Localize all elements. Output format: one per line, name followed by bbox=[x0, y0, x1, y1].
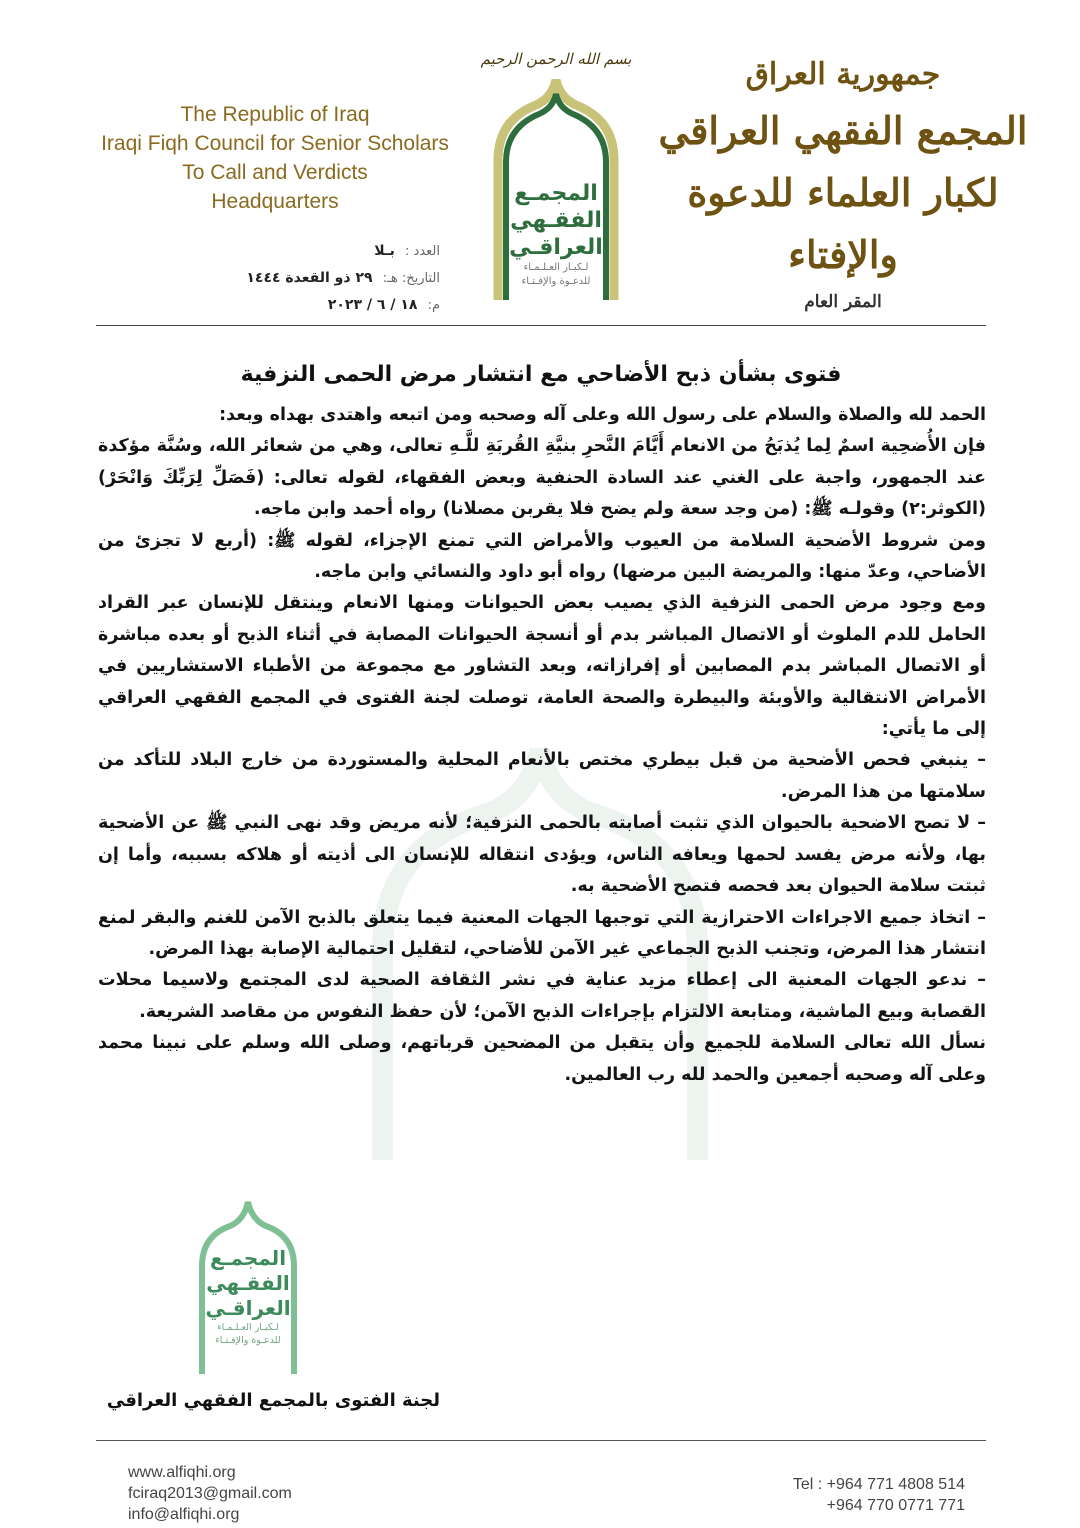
stamp-line-3: العراقـي bbox=[205, 1296, 291, 1320]
emblem-line-3: العراقـي bbox=[509, 235, 603, 260]
ref-greg-label: م: bbox=[427, 298, 440, 313]
list-item-inspection: – ينبغي فحص الأضحية من قبل بيطري مختص بالأنعام المحلية والمستوردة من خارج البلاد للتأكد من سلامتها من هذا المرض. bbox=[98, 750, 986, 802]
ref-number-row bbox=[170, 238, 440, 265]
footer-divider bbox=[96, 1440, 986, 1441]
emblem-line-1: المجمـع bbox=[514, 181, 598, 206]
emblem-line-4: لـكبـار العـلـمـاء bbox=[523, 262, 589, 273]
stamp-line-5: للدعـوة والإفـتـاء bbox=[215, 1335, 281, 1346]
header-divider bbox=[96, 325, 986, 326]
ref-greg-row bbox=[170, 292, 440, 319]
english-line-call: To Call and Verdicts bbox=[182, 161, 368, 184]
arabic-country: جمهورية العراق bbox=[745, 57, 941, 92]
footer-email-2[interactable]: info@alfiqhi.org bbox=[128, 1506, 240, 1523]
list-item-awareness: – ندعو الجهات المعنية الى إعطاء مزيد عناية في نشر الثقافة الصحية لدى المجتمع ولاسيما محلات القصابة وبيع الماشية، ومتابعة الالتزام بإجراءات الذبح الآمن؛ لأن حفظ النفوس من مقاصد الشريعة. bbox=[98, 970, 986, 1022]
arabic-council: المجمع الفقهي العراقي bbox=[658, 108, 1028, 153]
footer-website-link[interactable]: www.alfiqhi.org bbox=[128, 1464, 236, 1481]
emblem-line-5: للدعـوة والإفـتـاء bbox=[521, 276, 591, 287]
stamp-text bbox=[188, 1246, 308, 1347]
green-stamp bbox=[188, 1196, 308, 1376]
signature-committee: لجنة الفتوى بالمجمع الفقهي العراقي bbox=[106, 1390, 440, 1411]
arabic-scholars: لكبار العلماء للدعوة والإفتاء bbox=[687, 170, 999, 277]
list-item-invalid: – لا تصح الاضحية بالحيوان الذي تثبت أصابته بالحمى النزفية؛ لأنه مريض وقد نهى النبي ﷺ عن الأضحية بها، ولأنه مرض يفسد لحمها ويعافه الناس، ويؤدى انتقاله للإنسان الى أذيته أو هلاكه بسببه، وأما إن ثبتت سلامة الحيوان بعد فحصه فتصح الأضحية به. bbox=[98, 813, 986, 897]
ref-date-label: التاريخ: هـ: bbox=[382, 271, 440, 286]
paragraph-opening: الحمد لله والصلاة والسلام على رسول الله وعلى آله وصحبه ومن اتبعه واهتدى بهداه وبعد: bbox=[219, 405, 986, 425]
paragraph-definition: فإن الأُضحِية اسمٌ لِما يُذبَحُ من الانعام أَيَّامَ النَّحرِ بنيَّةِ القُربَةِ للَّـهِ تعالى، وهي من شعائر الله، وسُنَّة مؤكدة عند الجمهور، واجبة على الغني عند السادة الحنفية وبعض الفقهاء، لقوله تعالى: (فَصَلِّ لِرَبِّكَ وَانْحَرْ) (الكوثر:٢) وقولـه ﷺ: (من وجد سعة ولم يضح فلا يقربن مصلانا) رواه أحمد وابن ماجه. bbox=[98, 436, 986, 520]
emblem-line-2: الفقـهي bbox=[510, 208, 602, 233]
emblem-text bbox=[492, 180, 620, 289]
english-line-hq: Headquarters bbox=[211, 190, 339, 213]
english-letterhead bbox=[80, 100, 470, 216]
arabic-headquarters: المقر العام bbox=[804, 292, 882, 312]
footer-contacts bbox=[128, 1462, 292, 1525]
arabic-letterhead bbox=[658, 50, 1028, 312]
reference-info bbox=[170, 238, 440, 319]
english-line-country: The Republic of Iraq bbox=[180, 103, 370, 126]
document-title: فتوى بشأن ذبح الأضاحي مع انتشار مرض الحمى النزفية bbox=[240, 362, 842, 387]
english-line-council: Iraqi Fiqh Council for Senior Scholars bbox=[101, 132, 449, 155]
stamp-line-4: لـكبـار العـلـمـاء bbox=[217, 1322, 279, 1333]
paragraph-closing: نسأل الله تعالى السلامة للجميع وأن يتقبل من المضحين قرباتهم، وصلى الله وسلم على نبينا محمد وعلى آله وصحبه أجمعين والحمد لله رب العالمين. bbox=[98, 1033, 986, 1085]
list-item-precautions: – اتخاذ جميع الاجراءات الاحترازية التي توجبها الجهات المعنية فيما يتعلق بالذبح الآمن للغنم والبقر لمنع انتشار هذا المرض، وتجنب الذبح الجماعي غير الآمن للأضاحي، لتقليل احتمالية الإصابة بهذا المرض. bbox=[98, 907, 986, 959]
basmala: بسم الله الرحمن الرحيم bbox=[480, 50, 632, 68]
ref-number-value: بـلا bbox=[374, 243, 395, 259]
footer-tel-2: +964 770 0771 771 bbox=[826, 1497, 965, 1514]
council-emblem bbox=[476, 50, 636, 310]
footer-phones bbox=[793, 1474, 965, 1516]
ref-number-label: العدد : bbox=[405, 244, 440, 259]
stamp-line-1: المجمـع bbox=[209, 1246, 287, 1270]
footer-email-1[interactable]: fciraq2013@gmail.com bbox=[128, 1485, 292, 1502]
footer-tel-1: Tel : +964 771 4808 514 bbox=[792, 1476, 965, 1493]
stamp-line-2: الفقـهي bbox=[206, 1271, 290, 1295]
ref-hijri-row bbox=[170, 265, 440, 292]
ref-hijri-date: ٢٩ ذو القعدة ١٤٤٤ bbox=[246, 270, 373, 286]
paragraph-disease: ومع وجود مرض الحمى النزفية الذي يصيب بعض الحيوانات ومنها الانعام وينتقل للإنسان عبر القراد الحامل للدم الملوث أو الاتصال المباشر بدم أو أنسجة الحيوانات المصابة في أثناء الذبح أو بعده مباشرة أو الاتصال المباشر بدم المصابين أو إفرازاته، وبعد التشاور مع مجموعة من الأطباء الاستشاريين في الأمراض الانتقالية والأوبئة والبيطرة والصحة العامة، توصلت لجنة الفتوى في المجمع الفقهي العراقي إلى ما يأتي: bbox=[98, 593, 986, 740]
document-body bbox=[98, 400, 986, 1091]
ref-greg-date: ١٨ / ٦ / ٢٠٢٣ bbox=[327, 297, 418, 313]
paragraph-conditions: ومن شروط الأضحية السلامة من العيوب والأمراض التي تمنع الإجزاء، لقوله ﷺ: (أربع لا تجزئ من الأضاحي، وعدّ منها: والمريضة البين مرضها) رواه أبو داود والنسائي وابن ماجه. bbox=[98, 530, 986, 583]
